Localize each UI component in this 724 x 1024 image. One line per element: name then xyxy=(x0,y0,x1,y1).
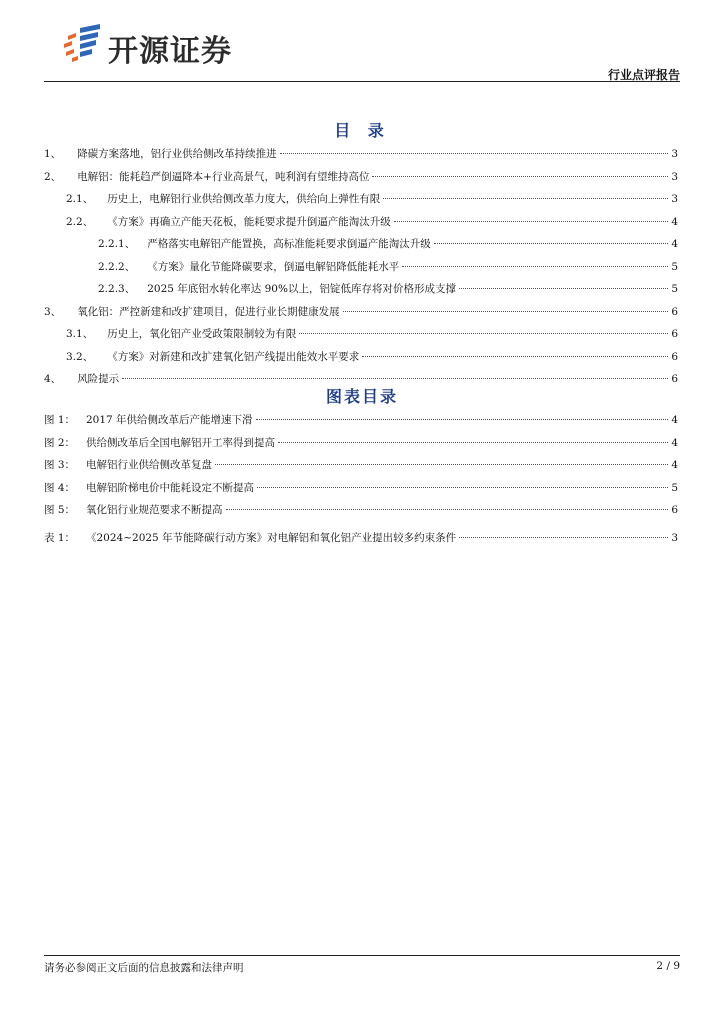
table-entry-page: 3 xyxy=(671,532,678,544)
toc-entry-page: 6 xyxy=(671,350,678,363)
toc-dot-leader xyxy=(215,464,668,465)
figure-list xyxy=(44,412,680,525)
toc-entry-number: 2.1、 xyxy=(66,193,94,205)
toc-entry-title: 氧化铝：严控新建和改扩建项目，促进行业长期健康发展 xyxy=(77,305,340,318)
toc-entry-page: 5 xyxy=(671,283,678,295)
toc-entry-title: 《方案》量化节能降碳要求，倒逼电解铝降低能耗水平 xyxy=(147,260,400,273)
toc-entry[interactable] xyxy=(44,214,680,237)
toc-dot-leader xyxy=(299,333,668,334)
footer-divider xyxy=(44,955,680,956)
toc-entry-number: 3.1、 xyxy=(66,328,94,340)
toc-dot-leader xyxy=(122,378,668,379)
toc-entry-page: 3 xyxy=(671,170,678,183)
figure-list-title: 图表目录 xyxy=(325,387,398,406)
toc-entry-number: 3、 xyxy=(44,305,62,318)
toc-dot-leader xyxy=(362,356,668,357)
figure-entry-page: 6 xyxy=(671,504,678,516)
figure-entry-title: 电解铝阶梯电价中能耗设定不断提高 xyxy=(86,481,254,494)
figure-entry-label: 图 1： xyxy=(44,414,76,426)
page-number: 2 / 9 xyxy=(656,960,680,972)
toc-entry-title: 严格落实电解铝产能置换，高标准能耗要求倒逼产能淘汰升级 xyxy=(147,238,431,250)
figure-entry-page: 4 xyxy=(671,436,678,449)
toc-entry-page: 6 xyxy=(671,373,678,385)
figure-entry-label: 图 3： xyxy=(44,459,76,471)
table-list xyxy=(44,530,680,553)
figure-entry-title: 电解铝行业供给侧改革复盘 xyxy=(86,459,212,471)
toc-entry-number: 2.2.3、 xyxy=(98,283,136,295)
toc-entry-title: 《方案》对新建和改扩建氧化铝产线提出能效水平要求 xyxy=(107,350,360,363)
toc-entry[interactable] xyxy=(44,281,680,304)
toc-entry-page: 3 xyxy=(671,193,678,205)
toc-dot-leader xyxy=(280,153,669,154)
toc-entry-number: 2.2.1、 xyxy=(98,238,136,250)
toc-entry[interactable] xyxy=(44,304,680,327)
figure-entry-title: 2017 年供给侧改革后产能增速下滑 xyxy=(86,414,253,426)
toc-entry-title: 降碳方案落地，铝行业供给侧改革持续推进 xyxy=(77,148,277,160)
toc-entry-page: 4 xyxy=(671,215,678,228)
table-entry-label: 表 1： xyxy=(44,532,76,544)
toc-entry-page: 3 xyxy=(671,148,678,160)
figure-entry[interactable] xyxy=(44,457,680,480)
figure-entry-page: 4 xyxy=(671,414,678,426)
toc-dot-leader xyxy=(256,419,669,420)
toc-entry-page: 5 xyxy=(671,260,678,273)
figure-entry[interactable] xyxy=(44,502,680,525)
table-entry[interactable] xyxy=(44,530,680,553)
figure-entry[interactable] xyxy=(44,480,680,503)
page-header xyxy=(44,16,680,82)
toc-entry-title: 风险提示 xyxy=(77,373,120,385)
figure-entry-title: 氧化铝行业规范要求不断提高 xyxy=(86,504,223,516)
figure-entry[interactable] xyxy=(44,435,680,458)
toc-entry-title: 《方案》再确立产能天花板，能耗要求提升倒逼产能淘汰升级 xyxy=(107,215,391,228)
figure-entry[interactable] xyxy=(44,412,680,435)
toc-dot-leader xyxy=(372,176,668,177)
toc-entry-page: 4 xyxy=(671,238,678,250)
toc-dot-leader xyxy=(459,537,668,538)
toc-entry[interactable] xyxy=(44,191,680,214)
figure-entry-label: 图 2： xyxy=(44,436,76,449)
toc-dot-leader xyxy=(226,509,669,510)
table-entry-title: 《2024~2025 年节能降碳行动方案》对电解铝和氧化铝产业提出较多约束条件 xyxy=(86,532,457,544)
toc-entry-title: 2025 年底铝水转化率达 90%以上，铝锭低库存将对价格形成支撑 xyxy=(147,283,456,295)
figure-entry-page: 4 xyxy=(671,459,678,471)
toc-entry-page: 6 xyxy=(671,305,678,318)
toc-entry-number: 2.2.2、 xyxy=(98,260,136,273)
toc-entry[interactable] xyxy=(44,326,680,349)
toc-title: 目 录 xyxy=(334,121,390,140)
toc-dot-leader xyxy=(394,221,669,222)
toc-entry-number: 2、 xyxy=(44,170,62,183)
toc-dot-leader xyxy=(402,266,668,267)
toc-dot-leader xyxy=(434,243,669,244)
toc-entry[interactable] xyxy=(44,259,680,282)
toc-dot-leader xyxy=(343,311,669,312)
toc-entry-number: 2.2、 xyxy=(66,215,94,228)
brand-name: 开源证券 xyxy=(108,34,232,69)
header-divider xyxy=(44,81,680,82)
figure-entry-title: 供给侧改革后全国电解铝开工率得到提高 xyxy=(86,436,275,449)
toc-entry-title: 电解铝：能耗趋严倒逼降本+行业高景气，吨利润有望维持高位 xyxy=(77,170,370,183)
toc-entry-title: 历史上，氧化铝产业受政策限制较为有限 xyxy=(107,328,297,340)
toc-entry[interactable] xyxy=(44,349,680,372)
figure-entry-label: 图 4： xyxy=(44,481,76,494)
toc-entry[interactable] xyxy=(44,236,680,259)
toc-dot-leader xyxy=(257,487,668,488)
toc-entry-title: 历史上，电解铝行业供给侧改革力度大，供给向上弹性有限 xyxy=(107,193,381,205)
figure-entry-page: 5 xyxy=(671,481,678,494)
toc-entry[interactable] xyxy=(44,169,680,192)
toc-entry-number: 4、 xyxy=(44,373,62,385)
toc-entry[interactable] xyxy=(44,146,680,169)
toc-dot-leader xyxy=(278,442,668,443)
toc-entry-number: 1、 xyxy=(44,148,62,160)
toc-entry-number: 3.2、 xyxy=(66,350,94,363)
toc-dot-leader xyxy=(383,198,668,199)
report-type-label: 行业点评报告 xyxy=(607,68,680,82)
disclaimer-note: 请务必参阅正文后面的信息披露和法律声明 xyxy=(44,962,244,974)
toc-dot-leader xyxy=(459,288,668,289)
kaiyuan-logo-icon xyxy=(62,22,104,64)
figure-entry-label: 图 5： xyxy=(44,504,76,516)
table-of-contents xyxy=(44,146,680,394)
toc-entry-page: 6 xyxy=(671,328,678,340)
